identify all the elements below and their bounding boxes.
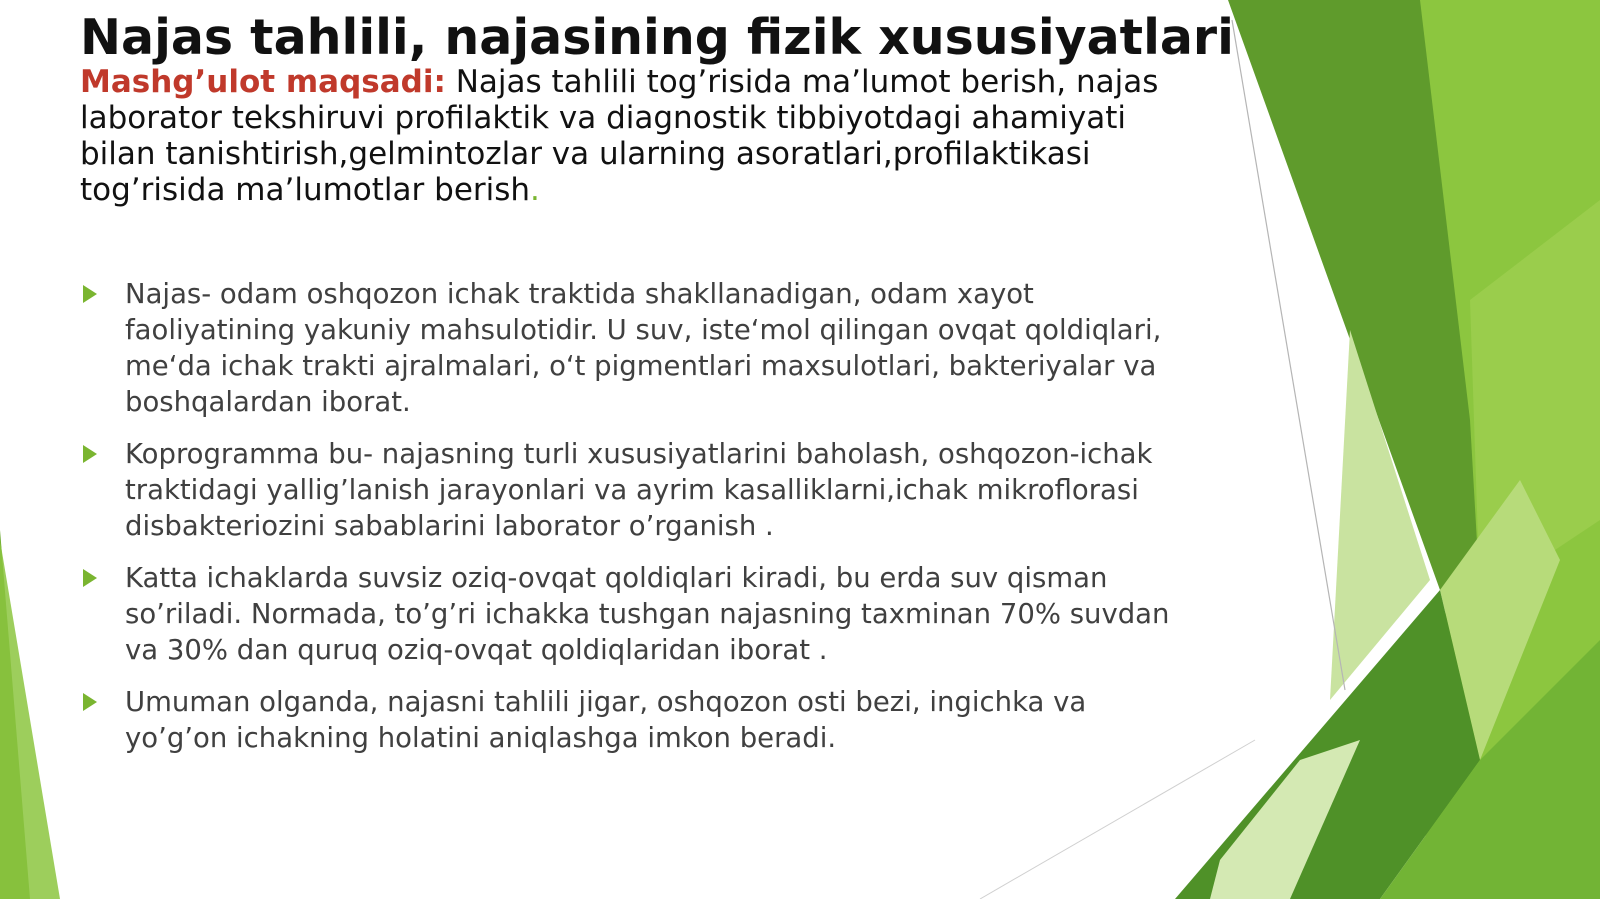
bullet-text: Katta ichaklarda suvsiz oziq-ovqat qoldiqlari kiradi, bu erda suv qisman so’riladi. Normada, to’g’ri ichakka tushgan najasning taxminan 70% suvdan va 30% dan quruq oziq-ovqat qoldiqlaridan iborat . <box>125 562 1170 666</box>
triangle-bullet-icon <box>83 445 97 463</box>
triangle-bullet-icon <box>83 569 97 587</box>
lesson-goal <box>80 64 1170 208</box>
goal-label: Mashg’ulot maqsadi: <box>80 64 446 100</box>
bullet-list <box>80 276 1180 772</box>
bullet-item <box>80 436 1180 544</box>
bullet-item <box>80 684 1180 756</box>
left-facet-light <box>0 540 60 899</box>
goal-end-dot: . <box>530 172 540 208</box>
goal-text: Najas tahlili tog’risida ma’lumot berish, najas laborator tekshiruvi profilaktik va diagnostik tibbiyotdagi ahamiyati bilan tanishtirish,gelmintozlar va ularning asoratlari,profilaktikasi tog’risida ma’lumotlar berish <box>80 64 1159 208</box>
triangle-bullet-icon <box>83 693 97 711</box>
bullet-text: Najas- odam oshqozon ichak traktida shakllanadigan, odam xayot faoliyatining yakuniy mahsulotidir. U suv, iste‘mol qilingan ovqat qoldiqlari, me‘da ichak trakti ajralmalari, o‘t pigmentlari maxsulotlari, bakteriyalar va boshqalardan iborat. <box>125 278 1162 418</box>
slide-title: Najas tahlili, najasining fizik xususiyatlari <box>80 9 1234 66</box>
bullet-text: Umuman olganda, najasni tahlili jigar, oshqozon osti bezi, ingichka va yo’g’on ichakning holatini aniqlashga imkon beradi. <box>125 686 1087 754</box>
bullet-item <box>80 560 1180 668</box>
triangle-bullet-icon <box>83 285 97 303</box>
bullet-text: Koprogramma bu- najasning turli xususiyatlarini baholash, oshqozon-ichak traktidagi yallig’lanish jarayonlari va ayrim kasalliklarni,ichak mikroflorasi disbakteriozini sabablarini laborator o’rganish . <box>125 438 1153 542</box>
bullet-item <box>80 276 1180 420</box>
